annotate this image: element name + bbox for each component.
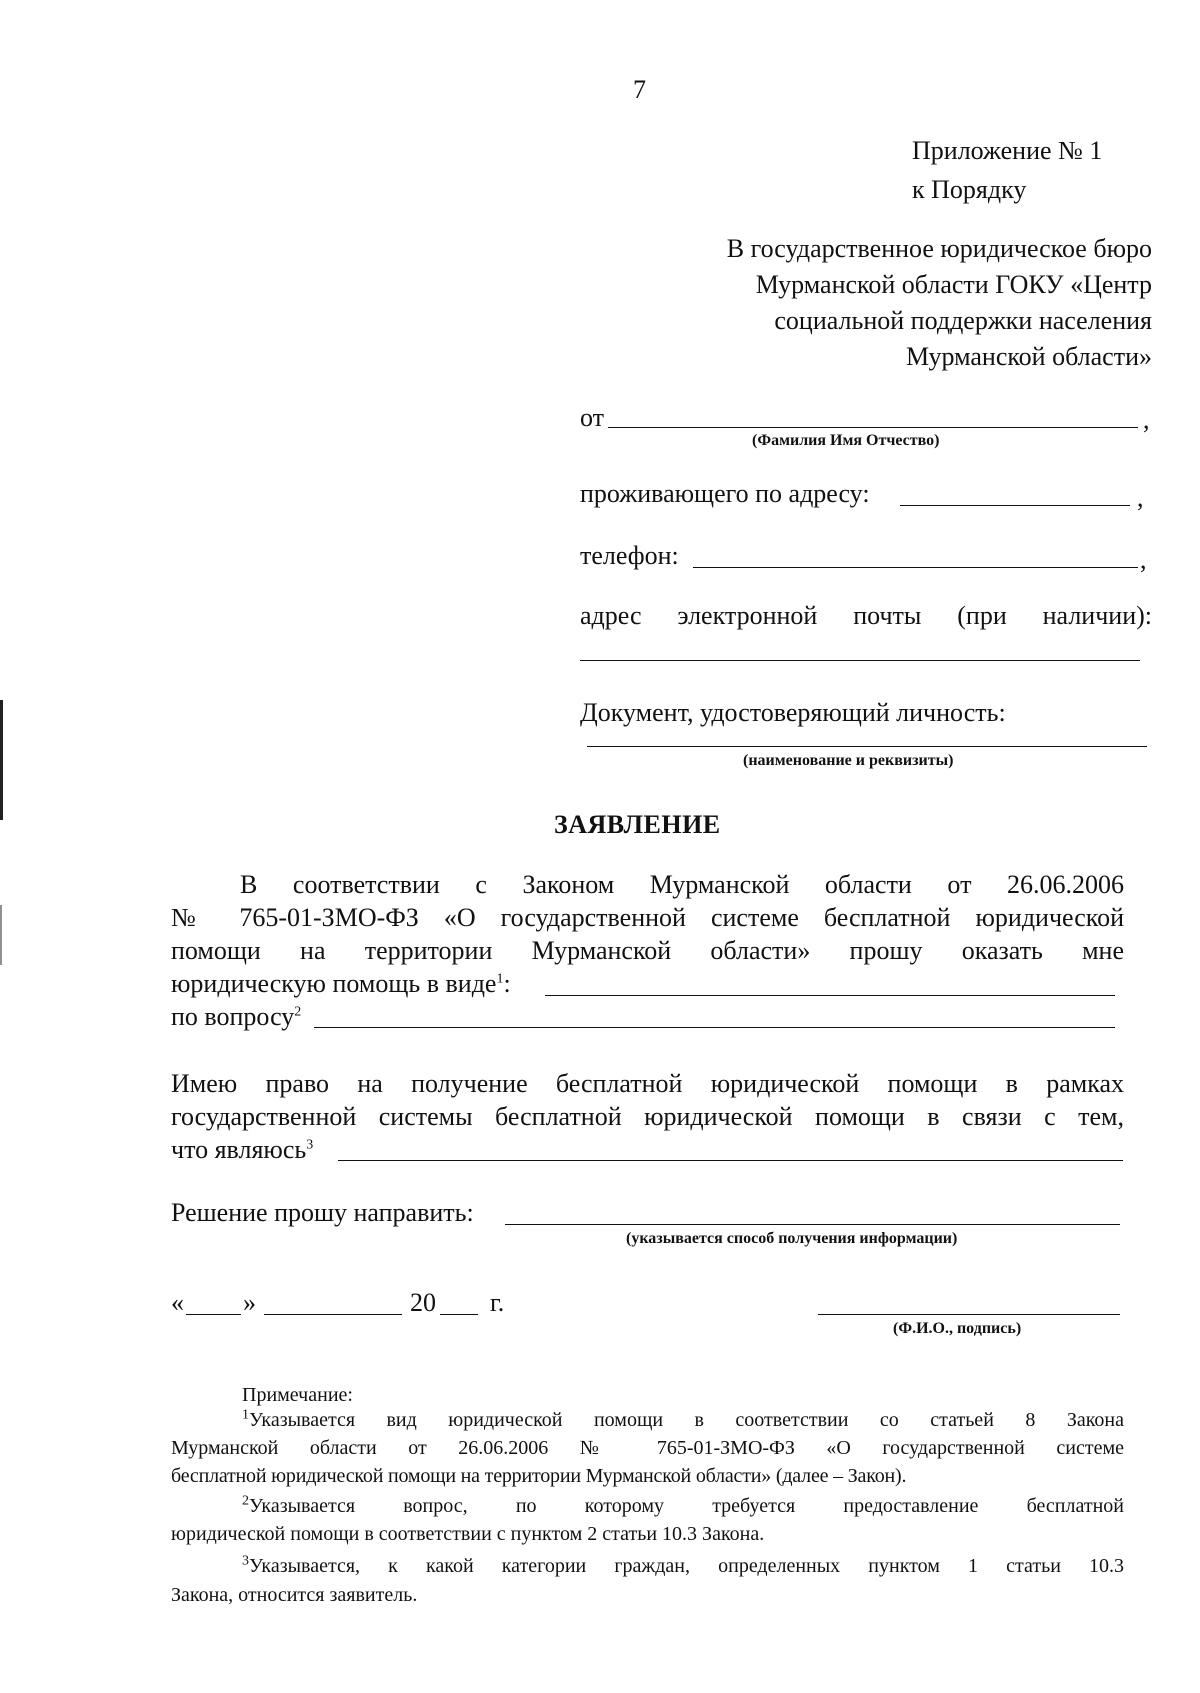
signature-field[interactable] — [818, 1314, 1120, 1315]
notes-heading: Примечание: — [242, 1384, 353, 1406]
body-p2-line-3 — [171, 1134, 313, 1166]
body-p1-line-2: № 765-01-ЗМО-ФЗ «О государственной системе бесплатной юридической — [171, 903, 1124, 932]
addressee-line-2: Мурманской области ГОКУ «Центр — [755, 270, 1152, 299]
assistance-type-label: юридическую помощь в виде — [171, 969, 497, 998]
date-open-quote: « — [171, 1288, 184, 1317]
date-day-field[interactable] — [186, 1314, 241, 1315]
body-p2-line-2: государственной системы бесплатной юридической помощи в связи с тем, — [171, 1102, 1124, 1131]
body-p2-line-1: Имею право на получение бесплатной юридической помощи в рамках — [171, 1069, 1124, 1098]
address-field[interactable] — [900, 505, 1130, 506]
appendix-line-2: к Порядку — [912, 175, 1027, 204]
note-3-line-2: Закона, относится заявитель. — [171, 1584, 418, 1606]
assistance-type-colon: : — [503, 969, 511, 998]
note-1-line-3: бесплатной юридической помощи на территории Мурманской области» (далее – Закон). — [171, 1465, 907, 1487]
decision-label: Решение прошу направить: — [171, 1198, 474, 1227]
from-comma: , — [1143, 405, 1150, 434]
note-3-marker: 3 — [242, 1553, 249, 1569]
question-field[interactable] — [314, 1027, 1115, 1028]
date-month-field[interactable] — [264, 1314, 402, 1315]
date-year-prefix: 20 — [410, 1288, 436, 1317]
note-1-text: Указывается вид юридической помощи в соответствии со статьей 8 Закона — [249, 1409, 1124, 1431]
body-p1-line-5 — [171, 1001, 301, 1033]
footnote-ref-1: 1 — [496, 971, 504, 987]
id-doc-caption: (наименование и реквизиты) — [743, 752, 954, 769]
phone-label: телефон: — [580, 541, 679, 570]
email-field[interactable] — [580, 660, 1140, 661]
from-label: от — [580, 403, 605, 432]
addressee-line-4: Мурманской области» — [906, 342, 1152, 371]
footnote-ref-2: 2 — [294, 1004, 302, 1020]
note-3-text: Указывается, к какой категории граждан, определенных пунктом 1 статьи 10.3 — [249, 1555, 1124, 1577]
addressee-line-1: В государственное юридическое бюро — [726, 234, 1152, 263]
note-1-marker: 1 — [242, 1407, 249, 1423]
date-close-quote: » — [243, 1288, 256, 1317]
footnote-ref-3: 3 — [306, 1137, 314, 1153]
id-doc-label: Документ, удостоверяющий личность: — [580, 698, 1006, 727]
addressee-line-3: социальной поддержки населения — [774, 306, 1152, 335]
body-p1-line-1: В соответствии с Законом Мурманской области от 26.06.2006 — [240, 870, 1124, 899]
address-comma: , — [1137, 483, 1144, 512]
appendix-line-1: Приложение № 1 — [912, 136, 1103, 165]
question-label: по вопросу — [171, 1002, 295, 1031]
note-2-text: Указывается вопрос, по которому требуется предоставление бесплатной — [249, 1495, 1124, 1517]
statement-title: ЗАЯВЛЕНИЕ — [554, 810, 721, 839]
body-p1-line-4 — [171, 968, 511, 1000]
note-1-line-1 — [242, 1408, 1124, 1432]
note-3-line-1 — [242, 1554, 1124, 1578]
note-2-marker: 2 — [242, 1493, 249, 1509]
address-label: проживающего по адресу: — [580, 479, 870, 508]
page-number: 7 — [633, 75, 646, 104]
signature-caption: (Ф.И.О., подпись) — [893, 1320, 1022, 1337]
email-label: адрес электронной почты (при наличии): — [580, 601, 1152, 630]
date-year-suffix: г. — [490, 1288, 505, 1317]
category-label: что являюсь — [171, 1135, 307, 1164]
addressee-block — [727, 231, 1152, 375]
decision-caption: (указывается способ получения информации) — [626, 1230, 958, 1247]
phone-field[interactable] — [693, 567, 1138, 568]
note-2-line-2: юридической помощи в соответствии с пунктом 2 статьи 10.3 Закона. — [171, 1523, 765, 1545]
scan-edge-mark — [0, 700, 3, 820]
id-doc-field[interactable] — [587, 746, 1147, 747]
decision-field[interactable] — [505, 1224, 1120, 1225]
date-year-field[interactable] — [440, 1314, 478, 1315]
scan-edge-mark — [0, 905, 2, 965]
note-1-line-2: Мурманской области от 26.06.2006 № 765-01-ЗМО-ФЗ «О государственной системе — [171, 1437, 1124, 1459]
assistance-type-field[interactable] — [545, 995, 1115, 996]
from-field[interactable] — [608, 427, 1138, 428]
from-caption: (Фамилия Имя Отчество) — [752, 432, 940, 449]
body-p1-line-3: помощи на территории Мурманской области» прошу оказать мне — [171, 936, 1124, 965]
category-field[interactable] — [338, 1160, 1123, 1161]
phone-comma: , — [1140, 545, 1147, 574]
note-2-line-1 — [242, 1494, 1124, 1518]
